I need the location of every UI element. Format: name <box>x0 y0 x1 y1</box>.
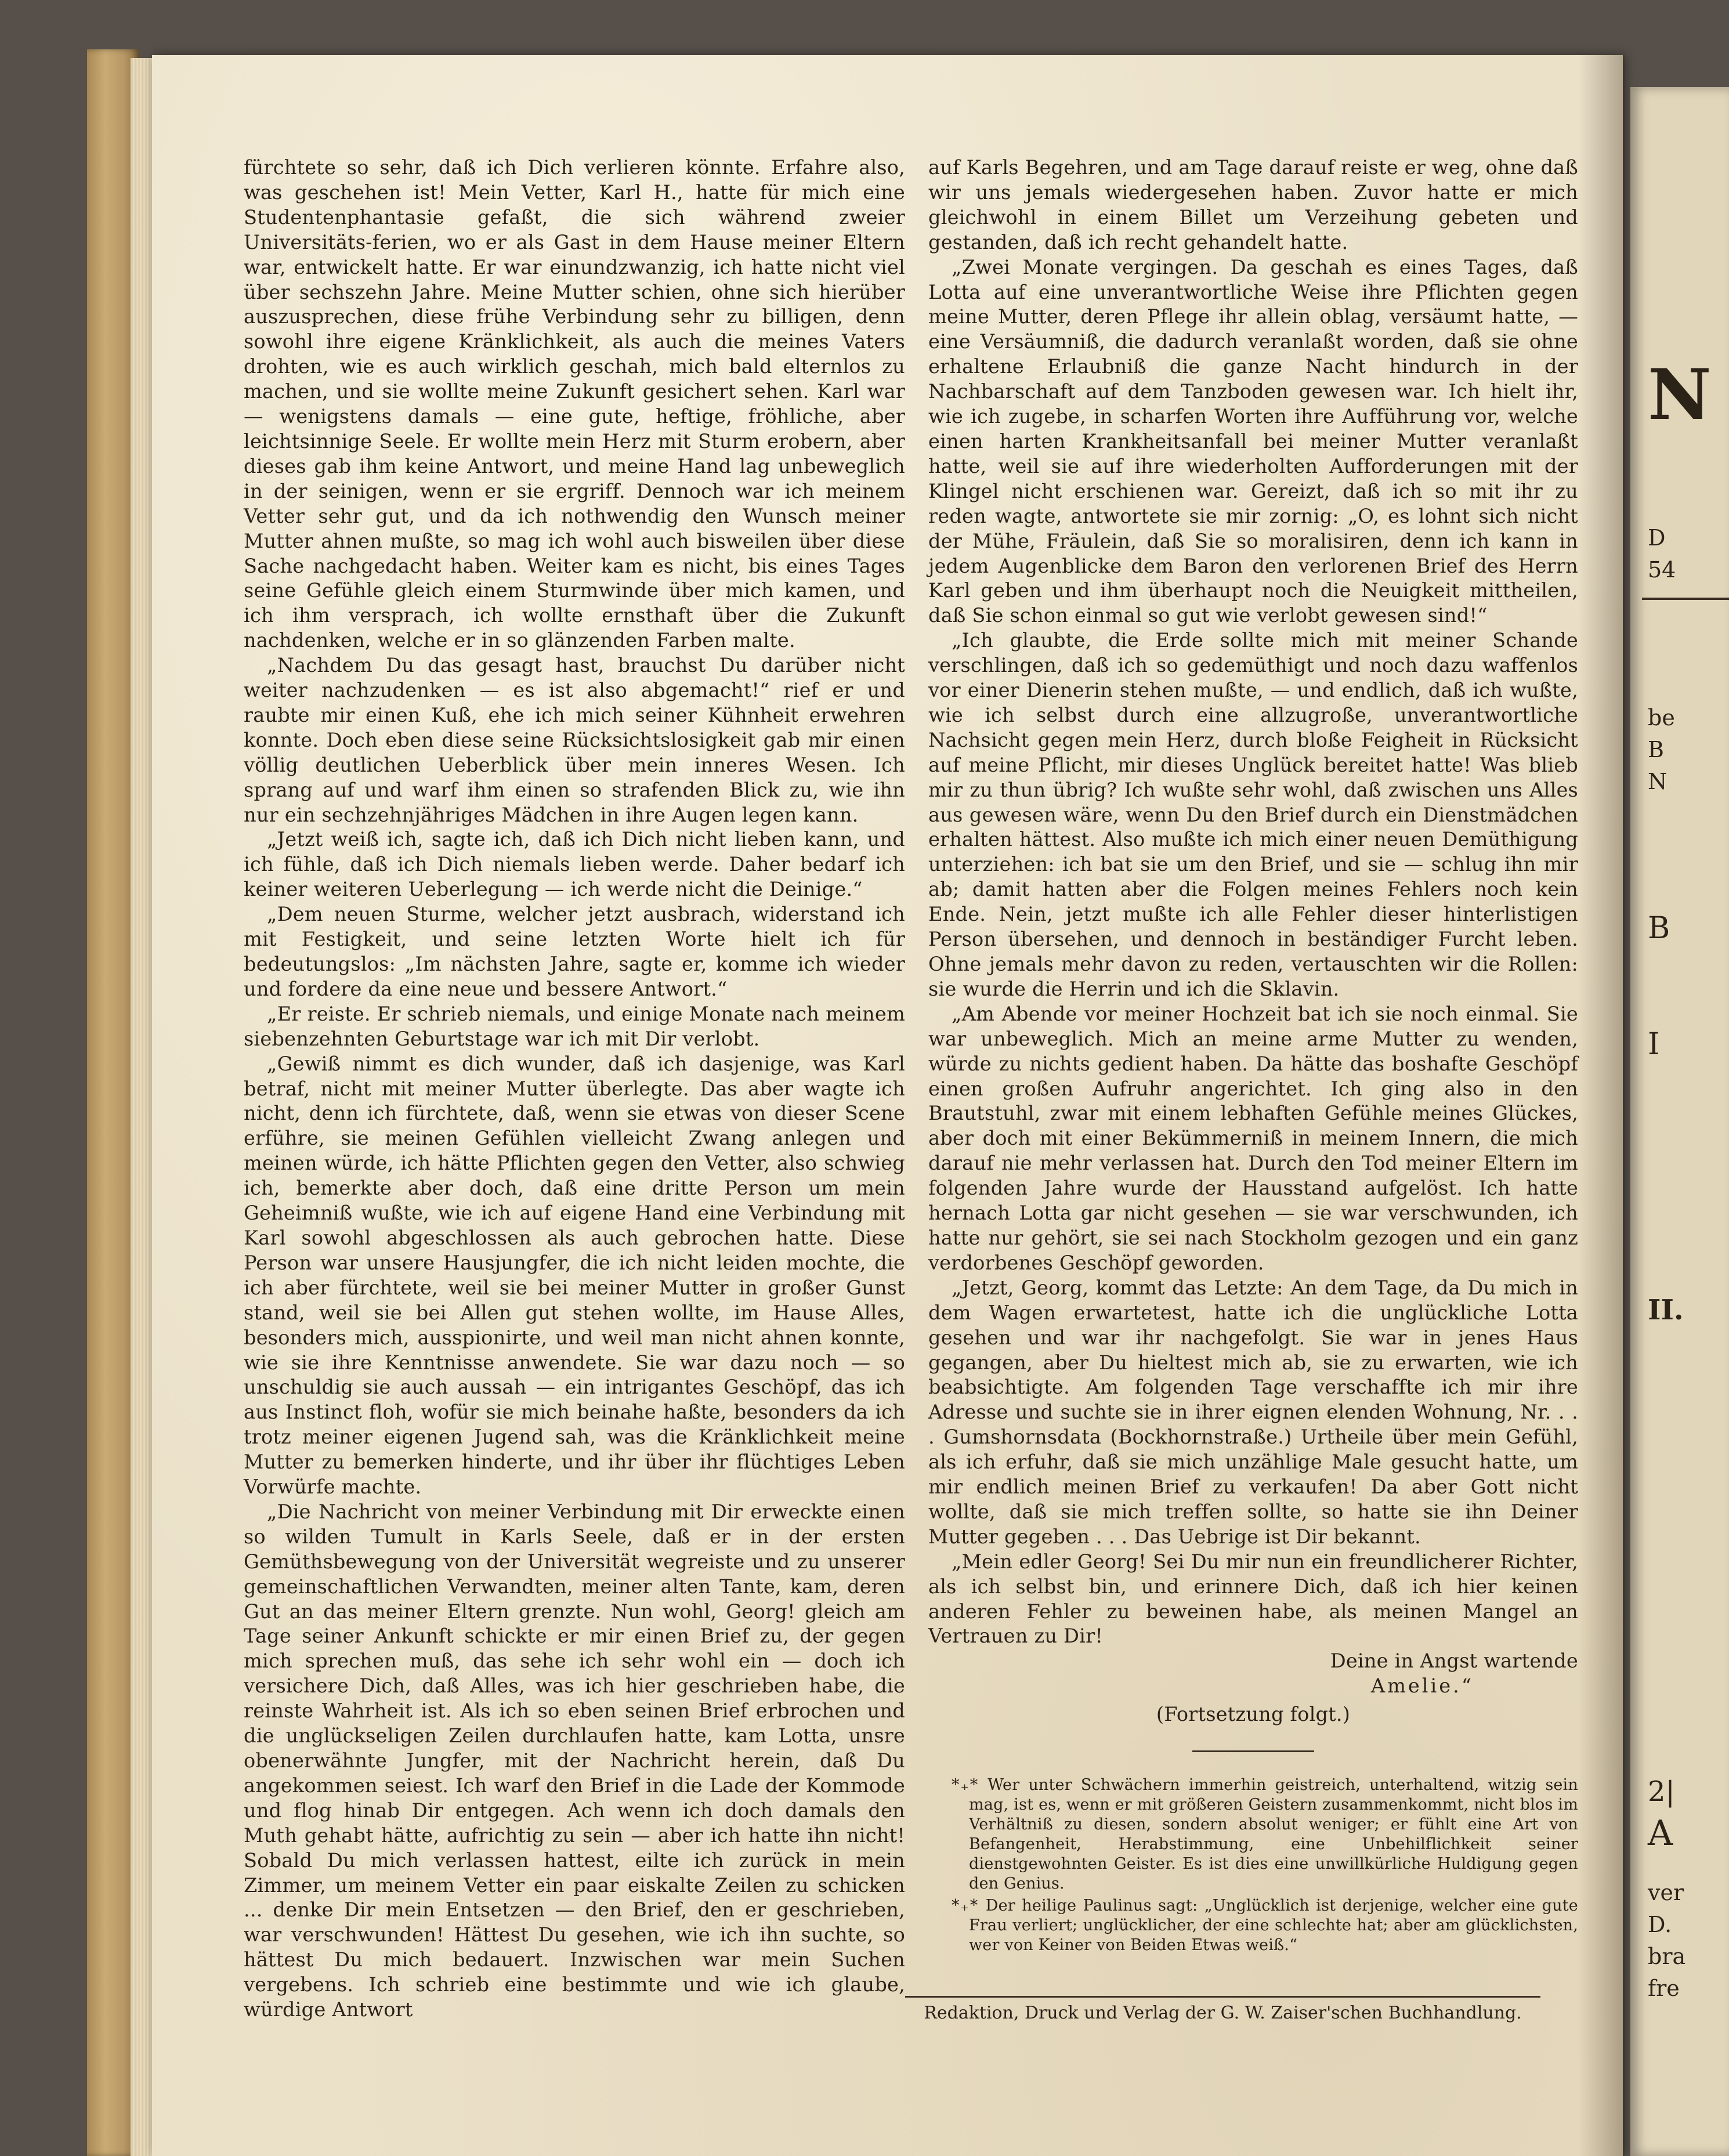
paragraph: auf Karls Begehren, und am Tage darauf reiste er weg, ohne daß wir uns jemals wiedergesehen haben. Zuvor hatte er mich gleichwohl in einem Billet um Verzeihung gebeten und gestanden, daß ich recht gehandelt hatte. <box>928 156 1578 254</box>
paragraph: „Mein edler Georg! Sei Du mir nun ein freundlicherer Richter, als ich selbst bin, und erinnere Dich, daß ich hier keinen anderen Fehler zu beweinen habe, als meinen Mangel an Vertrauen zu Dir! <box>928 1550 1578 1648</box>
paragraph: „Am Abende vor meiner Hochzeit bat ich sie noch einmal. Sie war unbeweglich. Mich an meine arme Mutter zu wenden, würde zu nichts gedient haben. Da hätte das boshafte Geschöpf einen großen Aufruhr angerichtet. Ich ging also in den Brautstuhl, zwar mit einem lebhaften Gefühle meines Glückes, aber doch mit einer Bekümmerniß in meinem Innern, die mich darauf nie mehr verlassen hat. Durch den Tod meiner Eltern im folgenden Jahre wurde der Hausstand aufgelöst. Ich hatte hernach Lotta gar nicht gesehen — sie war verschwunden, ich hatte nur gehört, sie sei nach Stockholm gezogen und ein ganz verdorbenes Geschöpf geworden. <box>928 1002 1578 1274</box>
paragraph: „Nachdem Du das gesagt hast, brauchst Du darüber nicht weiter nachzudenken — es ist also abgemacht!“ rief er und raubte mir einen Kuß, ehe ich mich seiner Kühnheit erwehren konnte. Doch eben diese seine Rücksichtslosigkeit gab mir einen völlig deutlichen Ueberblick über mein inneres Wesen. Ich sprang auf und warf ihm einen so strafenden Blick zu, wie ihn nur ein sechzehnjähriges Mädchen in ihre Augen legen kann. <box>244 654 905 826</box>
next-page-text: fre <box>1648 1976 1680 2001</box>
imprint-line: Redaktion, Druck und Verlag der G. W. Zaiser'schen Buchhandlung. <box>924 2003 1522 2023</box>
next-page-text: 2| <box>1648 1775 1675 1808</box>
next-page-text: bra <box>1648 1944 1686 1969</box>
paragraph: „Jetzt, Georg, kommt das Letzte: An dem Tage, da Du mich in dem Wagen erwartetest, hatte ich die unglückliche Lotta gesehen und war ihr nachgefolgt. Sie war in jenes Haus gegangen, aber Du hieltest mich ab, sie zu erwarten, wie ich beabsichtigte. Am folgenden Tage verschaffte ich mir ihre Adresse und suchte sie in ihrer eignen elenden Wohnung, Nr. . . . Gumshornsdata (Bockhornstraße.) Urtheile über mein Gefühl, als ich erfuhr, daß sie mich unzählige Male gesucht hatte, um mir endlich meinen Brief zu verkaufen! Da aber Gott nicht wollte, daß sie mich treffen sollte, so hatte sie ihn Deiner Mutter gegeben . . . Das Uebrige ist Dir bekannt. <box>928 1276 1578 1548</box>
right-text-column <box>928 155 1578 1958</box>
next-page-text: A <box>1648 1813 1673 1854</box>
footnote-text: Wer unter Schwächern immerhin geistreich, unterhaltend, witzig sein mag, ist es, wenn er mit größeren Geistern zusammenkommt, nicht blos im Verhältniß zu diesen, sondern absolut weniger; er fühlt eine Art von Befangenheit, Herabstimmung, eine Unbehilflichkeit seiner dienstgewohnten Geister. Es ist dies eine unwillkürliche Huldigung gegen den Genius. <box>969 1776 1578 1893</box>
next-page-text: D <box>1648 525 1666 551</box>
letter-closing: Deine in Angst wartende <box>1330 1649 1578 1673</box>
paragraph: „Jetzt weiß ich, sagte ich, daß ich Dich nicht lieben kann, und ich fühle, daß ich Dich niemals lieben werde. Daher bedarf ich keiner weiteren Ueberlegung — ich werde nicht die Deinige.“ <box>244 828 905 901</box>
next-page-text: II. <box>1648 1294 1684 1326</box>
footnote <box>928 1896 1578 1955</box>
next-page-text: 54 <box>1648 557 1676 583</box>
next-page-text: B <box>1648 737 1664 762</box>
paragraph: „Ich glaubte, die Erde sollte mich mit meiner Schande verschlingen, daß ich so gedemüthigt und noch dazu waffenlos vor einer Dienerin stehen mußte, — und endlich, daß ich wußte, wie ich selbst durch eine allzugroße, unverantwortliche Nachsicht gegen mein Herz, durch bloße Feigheit in Rücksicht auf meine Pflicht, mir dieses Unglück bereitet hatte! Was blieb mir zu thun übrig? Ich wußte sehr wohl, daß zwischen uns Alles aus gewesen wäre, wenn Du den Brief durch ein Dienstmädchen erhalten hättest. Also mußte ich mich einer neuen Demüthigung unterziehen: ich bat sie um den Brief, und sie — schlug ihn mir ab; damit hatten aber die Folgen meines Fehlers noch kein Ende. Nein, jetzt mußte ich alle Fehler dieser hinterlistigen Person übersehen, und dennoch in beständiger Furcht leben. Ohne jemals mehr davon zu reden, vertauschten wir die Rollen: sie wurde die Herrin und ich die Sklavin. <box>928 629 1578 1000</box>
footnote <box>928 1775 1578 1894</box>
next-page-text: D. <box>1648 1912 1672 1937</box>
next-page-text: N <box>1648 769 1667 794</box>
continuation-note: (Fortsetzung folgt.) <box>1156 1703 1351 1726</box>
next-page-text: N <box>1648 354 1712 436</box>
section-divider <box>1192 1750 1314 1752</box>
paragraph: „Er reiste. Er schrieb niemals, und einige Monate nach meinem siebenzehnten Geburtstage war ich mit Dir verlobt. <box>244 1002 905 1050</box>
next-page-text: B <box>1648 911 1670 946</box>
footnote-text: Der heilige Paulinus sagt: „Unglücklich ist derjenige, welcher eine gute Frau verliert; unglücklicher, der eine schlechte hat; aber am glücklichsten, wer von Keiner von Beiden Etwas weiß.“ <box>969 1897 1578 1955</box>
paragraph: „Dem neuen Sturme, welcher jetzt ausbrach, widerstand ich mit Festigkeit, und seine letzten Worte hielt ich für bedeutungslos: „Im nächsten Jahre, sagte er, komme ich wieder und fordere da eine neue und bessere Antwort.“ <box>244 903 905 1000</box>
footnote-mark: *₊* <box>952 1897 979 1915</box>
next-page-text: I <box>1648 1027 1660 1062</box>
next-page-rule <box>1642 598 1729 600</box>
left-text-column <box>244 155 905 2023</box>
paragraph: „Gewiß nimmt es dich wunder, daß ich dasjenige, was Karl betraf, nicht mit meiner Mutter überlegte. Das aber wagte ich nicht, denn ich fürchtete, daß, wenn sie etwas von dieser Scene erführe, sie meinen Gefühlen vielleicht Zwang anlegen und meinen würde, ich hätte Pflichten gegen den Vetter, also schwieg ich, bemerkte aber doch, daß eine dritte Person um mein Geheimniß wußte, wie ich auf eigene Hand eine Verbindung mit Karl sowohl abgeschlossen als auch gebrochen hatte. Diese Person war unsere Hausjungfer, die ich nicht leiden mochte, die ich aber fürchtete, weil sie bei meiner Mutter in großer Gunst stand, weil sie bei Allen gut stehen wollte, im Hause Alles, besonders mich, ausspionirte, und weil man nicht ahnen konnte, wie sie ihre Kenntnisse anwendete. Sie war dazu noch — so unschuldig sie auch aussah — ein intrigantes Geschöpf, das ich aus Instinct floh, wofür sie mich beinahe haßte, besonders da ich trotz meiner eigenen Jugend sah, was die Kränklichkeit meine Mutter zu bemerken hinderte, und ihr über ihr flüchtiges Leben Vorwürfe machte. <box>244 1052 905 1499</box>
adjacent-page-fragment <box>1630 87 1729 2156</box>
paragraph: „Die Nachricht von meiner Verbindung mit Dir erweckte einen so wilden Tumult in Karls Seele, daß er in der ersten Gemüthsbewegung von der Universität wegreiste und zu unserer gemeinschaftlichen Verwandten, meiner alten Tante, kam, deren Gut an das meiner Eltern grenzte. Nun wohl, Georg! gleich am Tage seiner Ankunft schickte er mir einen Brief zu, der gegen mich sprechen muß, das sehe ich sehr wohl ein — doch ich versichere Dich, daß Alles, was ich hier geschrieben habe, die reinste Wahrheit ist. Als ich so eben seinen Brief erbrochen und die unglückseligen Zeilen durchlaufen hatte, kam Lotta, unsre obenerwähnte Jungfer, mit der Nachricht herein, daß Du angekommen seiest. Ich warf den Brief in die Lade der Kommode und flog hinab Dir entgegen. Ach wenn ich doch damals den Muth gehabt hätte, aufrichtig zu sein — aber ich hatte ihn nicht! Sobald Du mich verlassen hattest, eilte ich zurück in mein Zimmer, um meinem Vetter ein paar eiskalte Zeilen zu schicken ... denke Dir mein Entsetzen — den Brief, den er geschrieben, war verschwunden! Hättest Du gesehen, wie ich ihn suchte, so hättest Du mich bedauert. Inzwischen war mein Suchen vergebens. Ich schrieb eine bestimmte und wie ich glaube, würdige Antwort <box>244 1500 905 2021</box>
imprint-rule <box>905 1996 1540 1998</box>
footnote-mark: *₊* <box>952 1776 979 1795</box>
gutter-shadow <box>1578 55 1625 2156</box>
next-page-text: ver <box>1648 1880 1684 1905</box>
letter-signature: Amelie.“ <box>1370 1674 1474 1698</box>
paragraph: „Zwei Monate vergingen. Da geschah es eines Tages, daß Lotta auf eine unverantwortliche Weise ihre Pflichten gegen meine Mutter, deren Pflege ihr allein oblag, versäumt hatte, — eine Versäumniß, die dadurch veranlaßt worden, daß sie ohne erhaltene Erlaubniß die ganze Nacht hindurch in der Nachbarschaft auf dem Tanzboden gewesen war. Ich hielt ihr, wie ich zugebe, in scharfen Worten ihre Aufführung vor, welche einen harten Krankheitsanfall bei meiner Mutter veranlaßt hatte, weil sie auf ihre wiederholten Aufforderungen mit der Klingel nicht erschienen war. Gereizt, daß ich so mit ihr zu reden wagte, antwortete sie mir zornig: „O, es lohnt sich nicht der Mühe, Fräulein, daß Sie so moralisiren, denn ich kann in jedem Augenblicke dem Baron den verlorenen Brief des Herrn Karl geben und ihm überhaupt noch die Neuigkeit mittheilen, daß Sie schon einmal so gut wie verlobt gewesen sind!“ <box>928 255 1578 627</box>
paragraph: fürchtete so sehr, daß ich Dich verlieren könnte. Erfahre also, was geschehen ist! Mein Vetter, Karl H., hatte für mich eine Studentenphantasie gefaßt, die sich während zweier Universitäts-ferien, wo er als Gast in dem Hause meiner Eltern war, entwickelt hatte. Er war einundzwanzig, ich hatte nicht viel über sechszehn Jahre. Meine Mutter schien, ohne sich hierüber auszusprechen, diese frühe Verbindung sehr zu billigen, denn sowohl ihre eigene Kränklichkeit, als auch die meines Vaters drohten, wie es auch wirklich geschah, mich bald elternlos zu machen, und sie wollte meine Zukunft gesichert sehen. Karl war — wenigstens damals — eine gute, heftige, fröhliche, aber leichtsinnige Seele. Er wollte mein Herz mit Sturm erobern, aber dieses gab ihm keine Antwort, und meine Hand lag unbeweglich in der seinigen, wenn er sie ergriff. Dennoch war ich meinem Vetter sehr gut, und da ich nothwendig den Wunsch meiner Mutter ahnen mußte, so mag ich wohl auch bisweilen über diese Sache nachgedacht haben. Weiter kam es nicht, bis eines Tages seine Gefühle gleich einem Sturmwinde über mich kamen, und ich ihm versprach, ich wollte ernsthaft über die Zukunft nachdenken, welche er in so glänzenden Farben malte. <box>244 156 905 652</box>
next-page-text: be <box>1648 705 1675 730</box>
